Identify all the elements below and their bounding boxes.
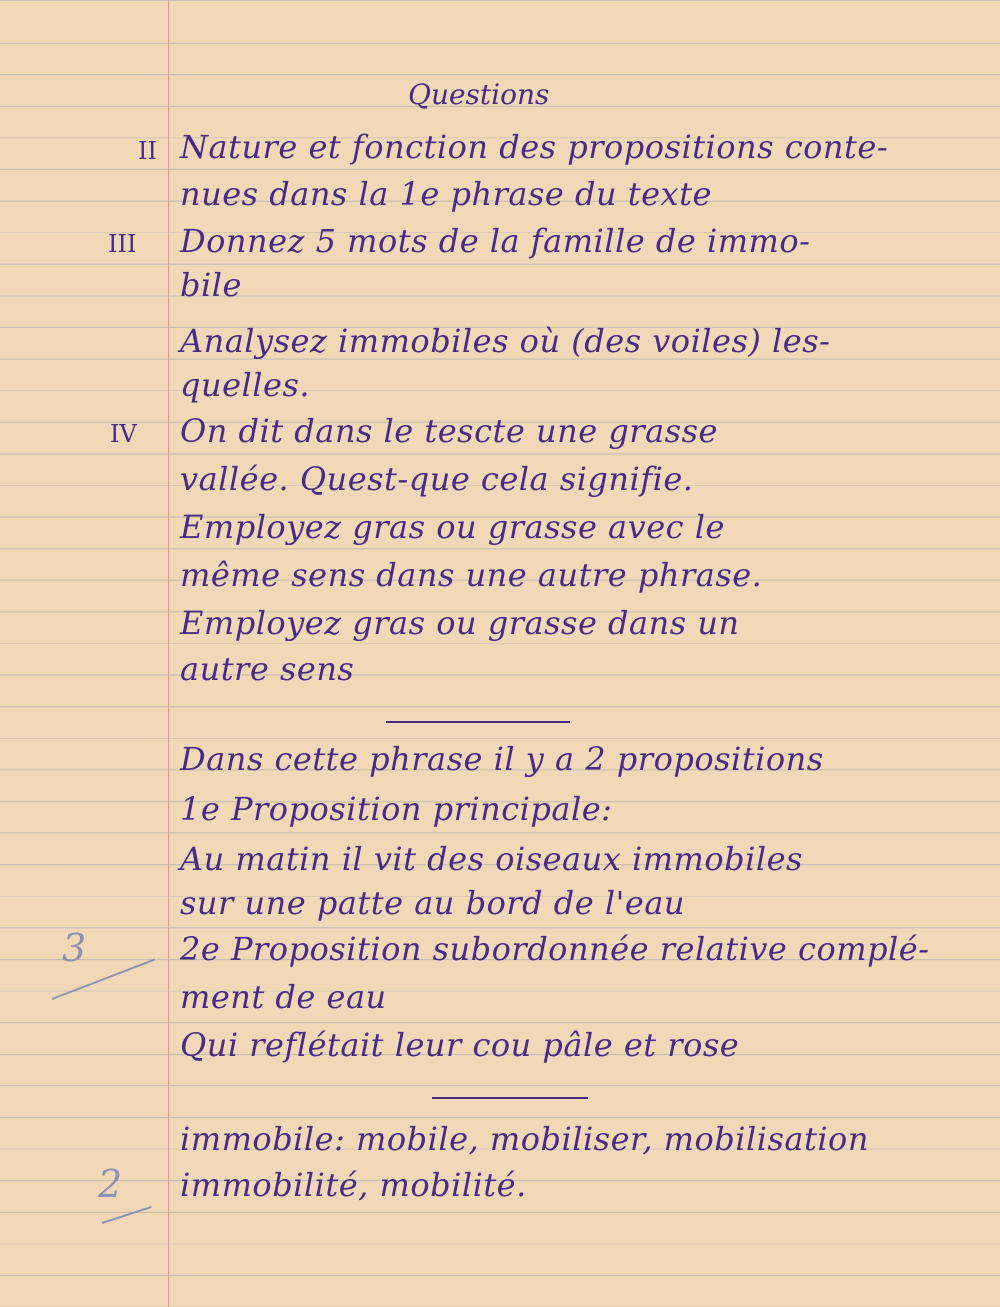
margin-line	[168, 0, 169, 1307]
question-iv-line-4: même sens dans une autre phrase.	[180, 556, 763, 594]
answer-1-line-2: 1e Proposition principale:	[180, 790, 613, 828]
question-numeral-iii: III	[108, 230, 137, 258]
question-iii-line-2: bile	[180, 266, 242, 304]
question-iv-line-6: autre sens	[180, 650, 355, 688]
answer-1-line-4: sur une patte au bord de l'eau	[180, 884, 686, 922]
answer-1-line-3: Au matin il vit des oiseaux immobiles	[180, 840, 803, 878]
question-ii-line-1: Nature et fonction des propositions conte-	[180, 128, 889, 166]
answer-1-line-5: 2e Proposition subordonnée relative complé-	[180, 930, 930, 968]
answer-2-line-1: immobile: mobile, mobiliser, mobilisation	[180, 1120, 869, 1158]
question-iv-line-2: vallée. Quest-que cela signifie.	[180, 460, 694, 498]
grade-mark-answer-1: 3	[62, 926, 87, 970]
question-iii-line-4: quelles.	[180, 366, 311, 404]
answer-1-line-1: Dans cette phrase il y a 2 propositions	[180, 740, 824, 778]
section-divider-1	[386, 721, 570, 723]
question-iv-line-1: On dit dans le tescte une grasse	[180, 412, 718, 450]
grade-mark-answer-2: 2	[98, 1162, 123, 1206]
answer-2-line-2: immobilité, mobilité.	[180, 1166, 527, 1204]
question-ii-line-2: nues dans la 1e phrase du texte	[180, 175, 712, 213]
answer-1-line-7: Qui reflétait leur cou pâle et rose	[180, 1026, 740, 1064]
grade-stroke-answer-2	[102, 1206, 152, 1224]
question-iv-line-3: Employez gras ou grasse avec le	[180, 508, 725, 546]
answer-1-line-6: ment de eau	[180, 978, 387, 1016]
section-divider-2	[432, 1097, 588, 1099]
question-iii-line-3: Analysez immobiles où (des voiles) les-	[180, 322, 831, 360]
question-iv-line-5: Employez gras ou grasse dans un	[180, 604, 740, 642]
question-numeral-ii: II	[138, 137, 157, 165]
question-iii-line-1: Donnez 5 mots de la famille de immo-	[180, 222, 811, 260]
page-title: Questions	[408, 78, 550, 111]
question-numeral-iv: IV	[110, 420, 137, 448]
